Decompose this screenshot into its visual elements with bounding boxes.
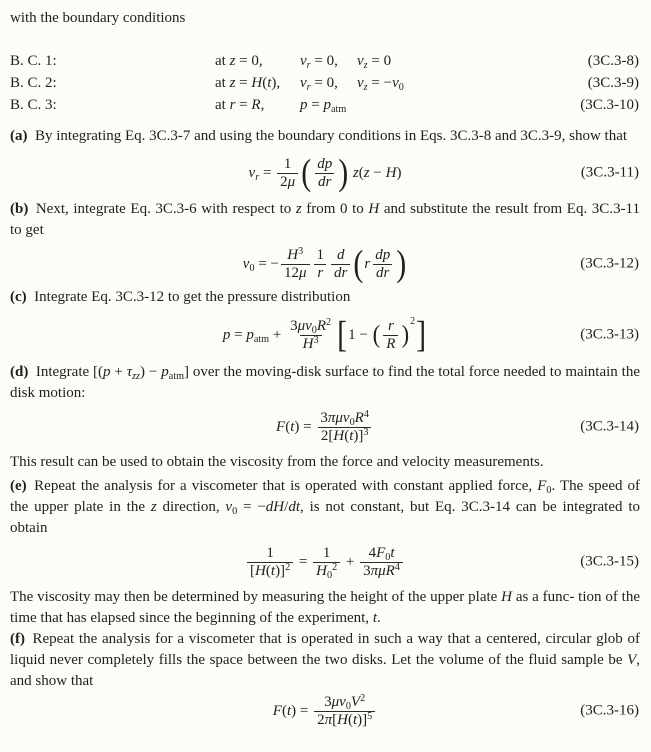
fraction	[372, 247, 393, 282]
paragraph-c: (c) Integrate Eq. 3C.3-12 to get the pressure distribution	[10, 289, 351, 305]
denominator: $[H(t)]^2$	[247, 562, 293, 580]
eq-tail: z(z − H)	[349, 164, 402, 181]
bc-row-3	[10, 95, 640, 117]
eq-equals: =	[295, 553, 312, 570]
bc-row-1	[10, 51, 640, 73]
bc-value-2: $v_z = 0$	[357, 53, 392, 71]
paragraph-e: (e) Repeat the analysis for a viscometer that is operated with constant applied force, $F_0$. The speed of the upper plate in the z direction, $v_0 = -dH/dt$, is not constant, but Eq. 3C.3-14 can be integrated to obtain	[10, 478, 641, 536]
numerator: $3\mu v_0V^2$	[324, 692, 366, 712]
eq-lhs: $v_r$ =	[248, 164, 276, 183]
fraction	[314, 694, 375, 729]
eq-inner: r	[364, 255, 371, 272]
numerator: $3\pi\mu v_0R^4$	[320, 408, 369, 428]
numerator: $3\mu v_0R^2$	[290, 316, 332, 336]
eq-lhs: F(t) =	[276, 418, 316, 435]
bc-value-1: $v_r = 0$,	[300, 53, 338, 71]
equation-number: (3C.3-10)	[580, 97, 639, 113]
boundary-conditions-block	[10, 51, 640, 117]
bc-label: B. C. 2:	[10, 75, 57, 91]
equation-3c3-16	[10, 692, 640, 730]
bc-label: B. C. 3:	[10, 97, 57, 113]
fraction	[383, 318, 398, 353]
numerator: $H^3$	[287, 245, 304, 263]
denominator: 2μ	[277, 173, 298, 191]
bc-condition: at z = H(t),	[215, 75, 281, 91]
equation-3c3-11: $v_r$ = $\frac{1}{2\mu}$ ( $\frac{dp}{dr}$ ) z(z − H) (3C.3-11)	[248, 151, 639, 193]
numerator: 1	[316, 246, 325, 263]
fraction	[317, 410, 372, 445]
denominator: $2\pi[H(t)]^5$	[314, 711, 375, 729]
fraction	[247, 545, 293, 580]
equation-number: (3C.3-14)	[580, 418, 639, 435]
bc-label: B. C. 1:	[10, 53, 57, 69]
paragraph-d: (d) Integrate $[(p + \tau_{zz}) - p_{atm}]$ over the moving-disk surface to find the total force needed to maintain the disk motion:	[10, 364, 640, 401]
numerator: 1	[266, 544, 274, 561]
numerator: 1	[322, 544, 331, 561]
equation-number: (3C.3-13)	[580, 326, 639, 343]
paragraph-b: (b) Next, integrate Eq. 3C.3-6 with respect to z from 0 to H and substitute the result from Eq. 3C.3-11 to get	[10, 201, 641, 238]
fraction	[277, 156, 298, 191]
numerator: $4F_0t$	[368, 544, 395, 563]
fraction	[331, 247, 350, 282]
equation-number: (3C.3-16)	[580, 702, 639, 719]
denominator: 3πμR$^4$	[360, 562, 403, 580]
bc-value-1: $p = p_{atm}$	[300, 97, 347, 115]
numerator: 1	[283, 155, 292, 172]
fraction	[314, 247, 328, 282]
numerator: r	[387, 317, 394, 334]
paragraph-f: (f) Repeat the analysis for a viscometer that is operated in such a way that a centered, circular glob of liquid never completely fills the space between the two disks. Let the volume of the fluid sample be V, and show that	[10, 631, 640, 689]
bc-condition: at r = R,	[215, 97, 265, 113]
fraction	[360, 545, 403, 580]
denominator: $H_0^2$	[313, 562, 340, 580]
intro-line: with the boundary conditions	[10, 10, 186, 26]
eq-lhs: F(t) =	[272, 702, 313, 719]
fraction	[314, 156, 335, 191]
denominator: dr	[315, 173, 334, 191]
equation-number: (3C.3-8)	[587, 53, 639, 69]
equation-3c3-14	[10, 404, 640, 450]
equation-3c3-13: $p = p_{atm}$ + $\frac{3\mu v_0R^2}{H^3}$ [ 1 − ( $\frac{r}{R}$ ) 2 ] (3C.3-13)	[10, 308, 640, 362]
bc-value-2: $v_z = -v_0$	[357, 75, 404, 93]
numerator: dp	[317, 155, 333, 172]
equation-number: (3C.3-15)	[580, 553, 639, 570]
equation-number: (3C.3-12)	[580, 255, 639, 272]
eq-plus: +	[342, 553, 359, 570]
bc-row-2	[10, 73, 640, 95]
equation-3c3-15	[10, 539, 640, 585]
paragraph-result: This result can be used to obtain the viscosity from the force and velocity measurements.	[10, 454, 544, 470]
bc-condition: at z = 0,	[215, 53, 263, 69]
denominator: $H^3$	[300, 335, 322, 353]
fraction	[287, 318, 334, 353]
eq-mid: 1 −	[348, 326, 372, 343]
eq-lhs: $v_0$ = −	[242, 255, 279, 274]
denominator: R	[383, 335, 398, 353]
denominator: 12μ	[281, 264, 310, 282]
denominator: dr	[331, 264, 350, 282]
paren-superscript: 2	[410, 315, 416, 327]
equation-3c3-12: $v_0$ = − $\frac{H^3}{12\mu}$ $\frac{1}{r}$ $\frac{d}{dr}$ ( r $\frac{dp}{dr}$ ) (3C.3-12)	[242, 242, 639, 284]
fraction	[313, 545, 340, 580]
eq-lhs: $p = p_{atm}$ +	[222, 326, 286, 345]
equation-number: (3C.3-11)	[580, 164, 639, 181]
numerator: d	[336, 246, 345, 263]
equation-number: (3C.3-9)	[587, 75, 639, 91]
paragraph-a: (a) By integrating Eq. 3C.3-7 and using the boundary conditions in Eqs. 3C.3-8 and 3C.3-9, show that	[10, 128, 628, 144]
fraction	[281, 247, 310, 282]
denominator: dr	[373, 264, 392, 282]
denominator: $2[H(t)]^3$	[318, 427, 372, 445]
denominator: r	[314, 264, 326, 282]
paragraph-viscosity: The viscosity may then be determined by measuring the height of the upper plate H as a func- tion of the time that has elapsed since the beginning of the experiment, t.	[10, 589, 640, 626]
bc-value-1: $v_r = 0$,	[300, 75, 338, 93]
numerator: dp	[375, 246, 391, 263]
